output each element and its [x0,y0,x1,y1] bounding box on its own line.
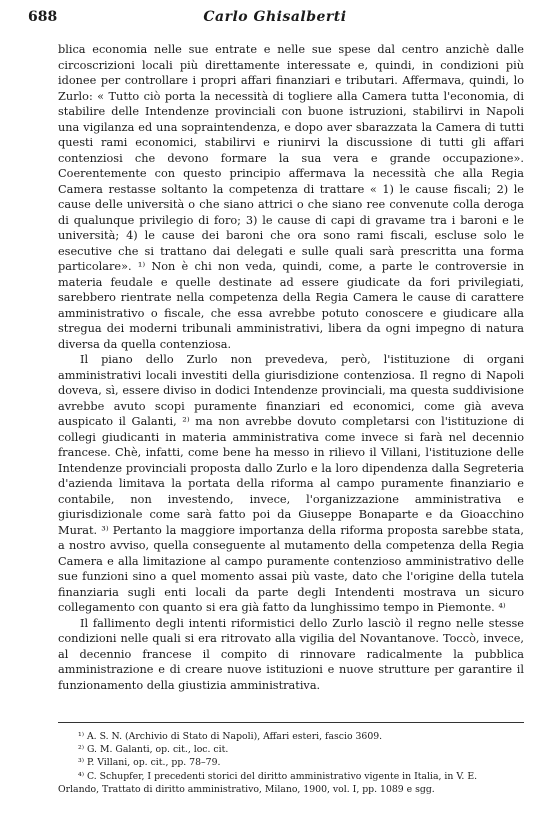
paragraph-2: Il piano dello Zurlo non prevedeva, però, l'istituzione di organi amministrativi locali investiti della giurisdizione contenziosa. Il regno di Napoli doveva, sì, essere diviso in dodici Intendenze provinciali, ma questa suddivisione avrebbe avuto scopi puramente finanziari ed economici, come già aveva auspicato il Galanti, ²⁾ ma non avrebbe dovuto completarsi con l'istituzione di collegi giudicanti in materia amministrativa come invece si farà nel decennio francese. Chè, infatti, come bene ha messo in rilievo il Villani, l'istituzione delle Intendenze provinciali proposta dallo Zurlo e la loro dipendenza dalla Segreteria d'azienda limitava la portata della riforma al campo puramente finanziario e contabile, non investendo, invece, l'organizzazione amministrativa e giurisdizionale come sarà fatto poi da Giuseppe Bonaparte e da Gioacchino Murat. ³⁾ Pertanto la maggiore importanza della riforma proposta sarebbe stata, a nostro avviso, quella conseguente al mutamento della competenza della Regia Camera e alla limitazione al campo puramente contenzioso amministrativo delle sue funzioni sino a quel momento assai più vaste, dato che l'origine della tutela finanziaria sugli enti locali da parte degli Intendenti mostrava un sicuro collegamento con quanto si era già fatto da lunghissimo tempo in Piemonte. ⁴⁾ [58,353,524,614]
paragraph-1: blica economia nelle sue entrate e nelle sue spese dal centro anzichè dalle circoscrizioni locali più direttamente interessate e, quindi, in condizioni più idonee per controllare i propri affari finanziari e tributari. Affermava, quindi, lo Zurlo: « Tutto ciò porta la necessità di togliere alla Camera tutta l'economia, di stabilire delle Intendenze provinciali con buone istruzioni, stabilirvi in Napoli una vigilanza ed una sopraintendenza, e dopo aver sbarazzata la Camera di tutti questi rami economici, stabilirvi e riunirvi la discussione di tutti gli affari contenziosi che devono formare la sua vera e grande occupazione». Coerentemente con questo principio affermava la necessità che alla Regia Camera restasse soltanto la competenza di trattare « 1) le cause fiscali; 2) le cause delle università o che siano attrici o che siano ree convenute colla deroga di qualunque privilegio di foro; 3) le cause di capi di gravame tra i baroni e le università; 4) le cause dei baroni che ora sono rami fiscali, escluse solo le esecutive che si trattano dai delegati e sulle quali sarà prescritta una forma particolare». ¹⁾ Non è chi non veda, quindi, come, a parte le controversie in materia feudale e quelle destinate ad essere giudicate da fori privilegiati, sarebbero rientrate nella competenza della Regia Camera le cause di carattere amministrativo o fiscale, che essa avrebbe potuto conoscere e giudicare alla stregua dei moderni tribunali amministrativi, libera da ogni impegno di natura diversa da quella contenziosa. [58,43,524,351]
footnote-1: ¹⁾ A. S. N. (Archivio di Stato di Napoli), Affari esteri, fascio 3609. [78,731,383,742]
footnotes [58,730,524,796]
body-text [58,42,524,693]
footnote-3: ³⁾ P. Villani, op. cit., pp. 78–79. [78,757,221,769]
footnote-divider [58,722,524,723]
running-title: Carlo Ghisalberti [203,9,347,25]
page-number: 688 [28,9,58,25]
footnote-2: ²⁾ G. M. Galanti, op. cit., loc. cit. [78,744,229,756]
paragraph-3: Il fallimento degli intenti riformistici dello Zurlo lasciò il regno nelle stesse condizioni nelle quali si era ritrovato alla vigilia del Novantanove. Toccò, invece, al decennio francese il compito di rinnovare radicalmente la pubblica amministrazione e di creare nuove istituzioni e nuove strutture per garantire il funzionamento della giustizia amministrativa. [58,616,524,692]
page-header [28,9,522,29]
footnote-4: ⁴⁾ C. Schupfer, I precedenti storici del diritto amministrativo vigente in Italia, in V. E. [78,770,478,782]
footnote-4-continued: Orlando, Trattato di diritto amministrativo, Milano, 1900, vol. I, pp. 1089 e sgg. [58,783,435,795]
